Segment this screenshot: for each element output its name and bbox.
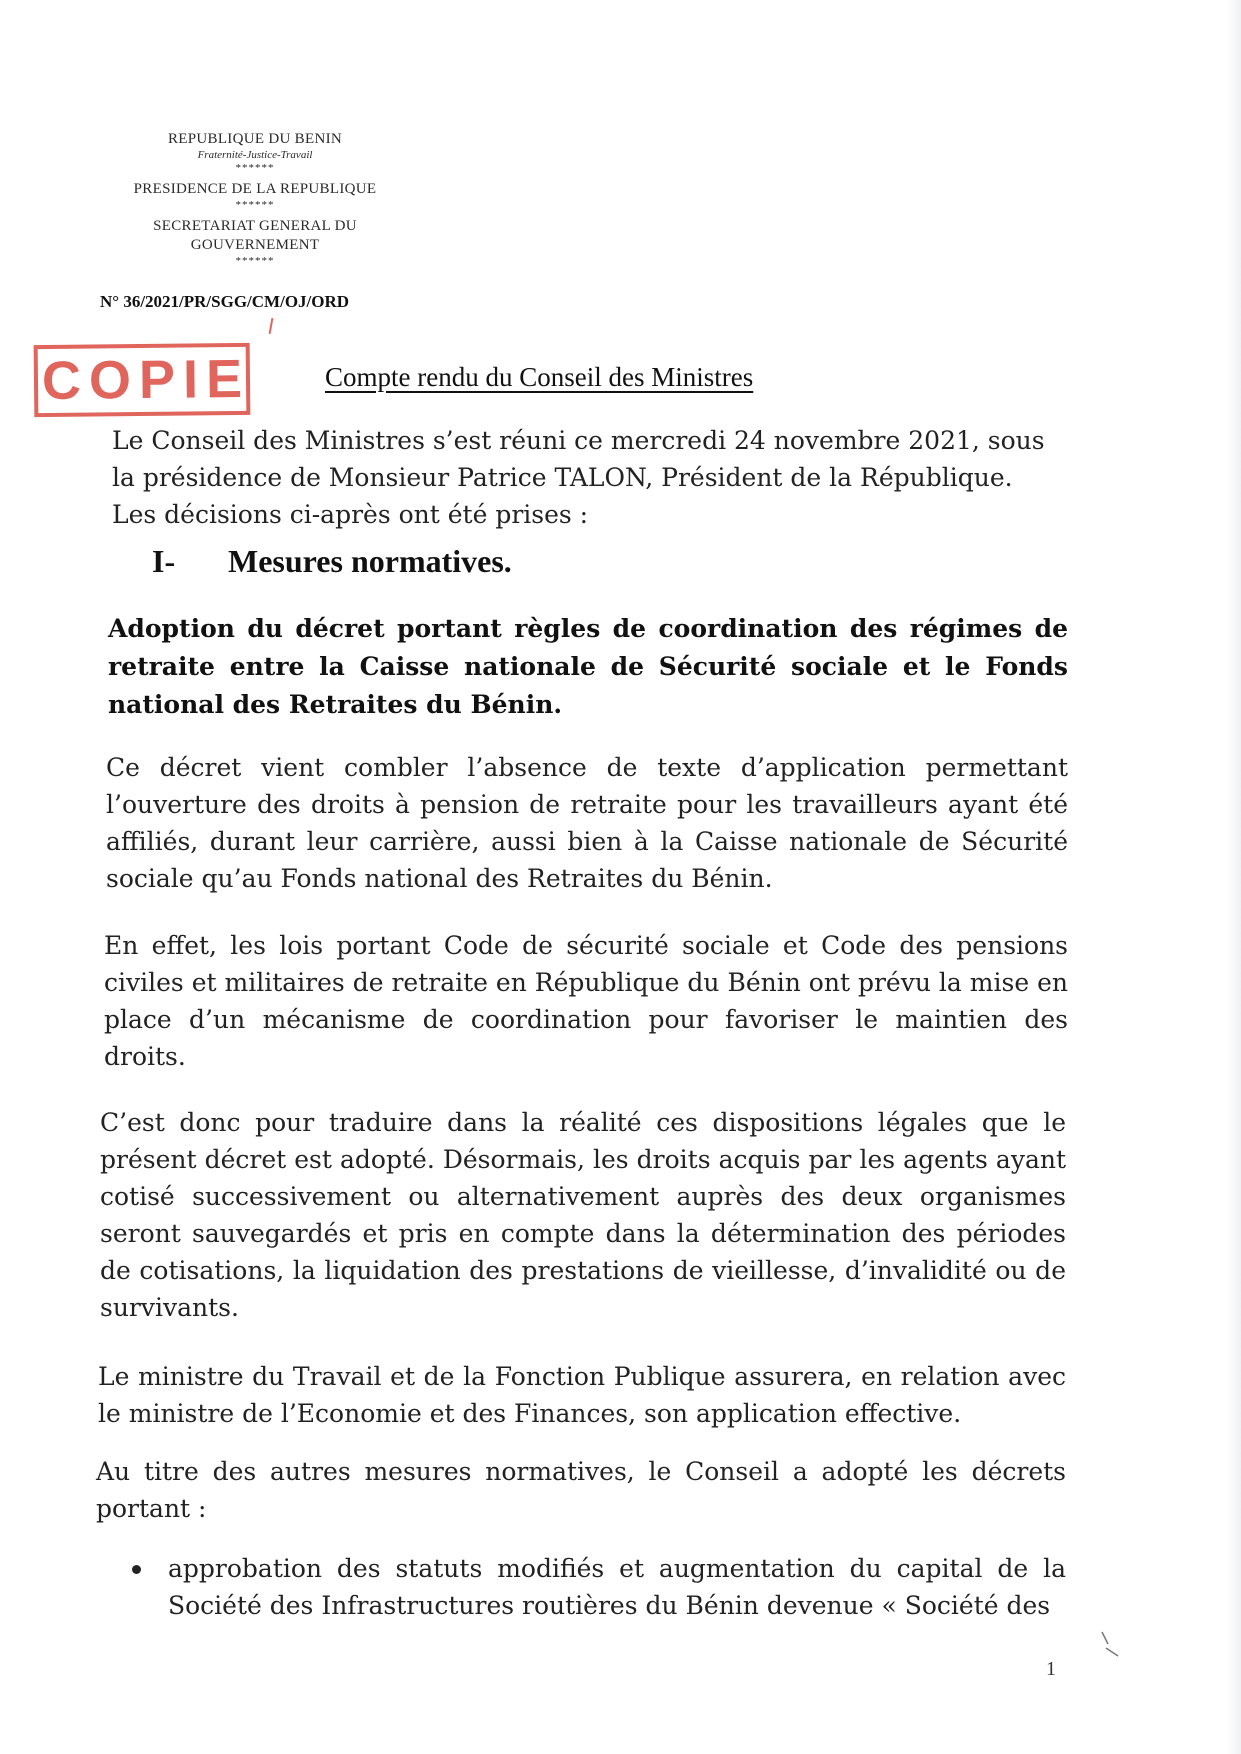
- letterhead-secretariat-line2: GOUVERNEMENT: [190, 237, 320, 253]
- bullet-icon: [132, 1565, 141, 1574]
- paragraph: Le ministre du Travail et de la Fonction Publique assurera, en relation avec le ministre de l’Economie et des Finances, son application effective.: [98, 1362, 1066, 1428]
- decree-heading: Adoption du décret portant règles de coordination des régimes de retraite entre la Caisse nationale de Sécurité sociale et le Fonds national des Retraites du Bénin.: [108, 614, 1068, 719]
- paragraph: Ce décret vient combler l’absence de texte d’application permettant l’ouverture des droits à pension de retraite pour les travailleurs ayant été affiliés, durant leur carrière, aussi bien à la Caisse nationale de Sécurité sociale qu’au Fonds national des Retraites du Bénin.: [106, 753, 1068, 893]
- letterhead-separator: ******: [235, 199, 275, 211]
- list-item: [130, 1550, 1066, 1624]
- stamp-tick-mark: [269, 318, 274, 334]
- section-title: Mesures normatives.: [228, 543, 512, 579]
- letterhead-motto: Fraternité-Justice-Travail: [197, 149, 313, 161]
- intro-line-2: Les décisions ci-après ont été prises :: [112, 500, 589, 529]
- section-heading: [152, 543, 512, 580]
- reference-number: N° 36/2021/PR/SGG/CM/OJ/ORD: [100, 292, 350, 311]
- paragraph: Au titre des autres mesures normatives, le Conseil a adopté les décrets portant :: [96, 1457, 1066, 1523]
- paragraph: En effet, les lois portant Code de sécurité sociale et Code des pensions civiles et militaires de retraite en République du Bénin ont prévu la mise en place d’un mécanisme de coordination pour favoriser le maintien des droits.: [104, 931, 1068, 1071]
- letterhead-separator: ******: [235, 162, 275, 174]
- paragraph: C’est donc pour traduire dans la réalité ces dispositions légales que le présent décret est adopté. Désormais, les droits acquis par les agents ayant cotisé successivement ou alternativement auprès des deux organismes seront sauvegardés et pris en compte dans la détermination des périodes de cotisations, la liquidation des prestations de vieillesse, d’invalidité ou de survivants.: [100, 1108, 1066, 1322]
- decree-list: [130, 1550, 1066, 1624]
- page-number: 1: [1046, 1658, 1056, 1680]
- letterhead-separator: ******: [235, 255, 275, 267]
- letterhead-presidency: PRESIDENCE DE LA REPUBLIQUE: [133, 181, 377, 197]
- page-edge: [1227, 0, 1241, 1754]
- copie-stamp: [34, 343, 251, 417]
- section-number: I-: [152, 543, 176, 579]
- stamp-text: COPIE: [41, 348, 251, 412]
- document-title: Compte rendu du Conseil des Ministres: [325, 362, 754, 392]
- letterhead-republic: REPUBLIQUE DU BENIN: [167, 131, 343, 147]
- list-item-text: approbation des statuts modifiés et augmentation du capital de la Société des Infrastructures routières du Bénin devenue « Société des: [168, 1554, 1066, 1620]
- intro-line-1: Le Conseil des Ministres s’est réuni ce mercredi 24 novembre 2021, sous la présidence de Monsieur Patrice TALON, Président de la République.: [112, 426, 1045, 492]
- intro: [112, 422, 1068, 533]
- letterhead: [100, 130, 410, 267]
- letterhead-secretariat-line1: SECRETARIAT GENERAL DU: [153, 218, 357, 234]
- pen-mark-icon: [1098, 1630, 1122, 1660]
